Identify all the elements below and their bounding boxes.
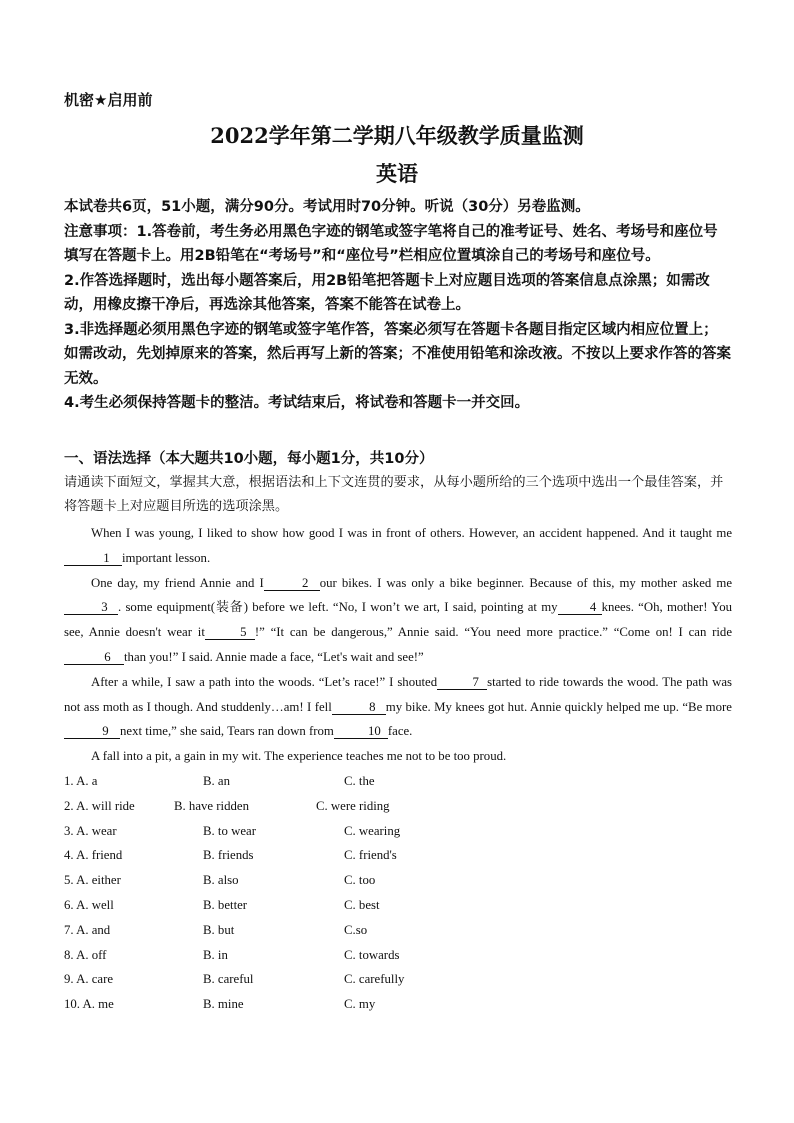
option-c: C. the [344,774,375,788]
option-b: B. have ridden [174,798,249,813]
blank-3: 3 [64,600,118,615]
blank-5: 5 [205,625,255,640]
option-c: C. wearing [344,823,401,838]
subject-title: 英语 [376,161,418,186]
option-a: 1. A. a [64,774,98,788]
blank-1: 1 [64,551,122,566]
option-c: C.so [344,922,368,937]
passage-paragraph [64,521,732,571]
option-row [64,869,732,894]
option-b: B. friends [203,848,254,863]
option-c: C. my [344,997,376,1012]
option-row [64,919,732,944]
passage-paragraph: A fall into a pit, a gain in my wit. The experience teaches me not to be too proud. [91,749,507,764]
passage-text: important lesson. [122,550,211,565]
option-row [64,820,732,845]
blank-9: 9 [64,724,120,739]
passage-text: next time,” she said, Tears ran down from [120,724,334,739]
option-b: B. better [203,897,248,912]
option-row [64,770,732,795]
option-a: 6. A. well [64,897,114,912]
section-heading: 一、语法选择（本大题共10小题，每小题1分，共10分） [64,451,434,467]
option-c: C. were riding [316,798,390,813]
option-c: C. towards [344,947,400,962]
passage-text: . some equipment(装备) before we left. “No, I won’t we art, I said, pointing at my [118,600,558,615]
passage-text: When I was young, I liked to show how good I was in front of others. However, an accident happened. And it taught me [91,526,732,540]
option-row [64,844,732,869]
exam-title: 2022学年第二学期八年级教学质量监测 [210,123,584,148]
option-row [64,993,732,1018]
passage-text: started to ride towards the wood. The path was not ass moth as I though. And studdenly…am! I fell [64,674,732,714]
note-paragraph: 本试卷共6页，51小题，满分90分。考试用时70分钟。听说（30分）另卷监测。 [64,199,590,215]
passage-text: than you!” I said. Annie made a face, “Let's wait and see!” [124,649,424,664]
blank-6: 6 [64,650,124,665]
passage-text: my bike. My knees got hut. Annie quickly helped me up. “Be more [385,699,732,714]
passage-text: face. [387,724,413,739]
option-a: 2. A. will ride [64,798,135,813]
option-row [64,968,732,993]
note-paragraph: 3.非选择题必须用黑色字迹的钢笔或签字笔作答，答案必须写在答题卡各题目指定区域内相应位置上；如需改动，先划掉原来的答案，然后再写上新的答案；不准使用铅笔和涂改液。不按以上要求作答的答案无效。 [64,321,731,387]
option-c: C. best [344,897,380,912]
option-b: B. mine [203,997,244,1012]
blank-8: 8 [332,700,386,715]
passage-text: !” “It can be dangerous,” Annie said. “You need more practice.” “Come on! I can ride [254,625,733,640]
option-row [64,894,732,919]
passage-paragraph [64,670,732,744]
option-a: 7. A. and [64,922,111,937]
option-b: B. an [203,774,231,788]
option-a: 8. A. off [64,947,107,962]
passage-text: knees. “Oh, mother! You see, Annie doesn't wear it [64,600,732,640]
reading-passage [64,521,732,769]
note-paragraph: 4.考生必须保持答题卡的整洁。考试结束后，将试卷和答题卡一并交回。 [64,395,530,411]
option-b: B. in [203,947,228,962]
passage-text: One day, my friend Annie and I [91,575,264,590]
option-c: C. too [344,873,376,888]
option-row [64,795,732,820]
option-a: 3. A. wear [64,823,117,838]
passage-text: our bikes. I was only a bike beginner. Because of this, my mother asked me [319,575,732,590]
passage-text: After a while, I saw a path into the woods. “Let’s race!” I shouted [91,674,438,689]
option-row [64,944,732,969]
blank-2: 2 [264,576,320,591]
answer-options [64,770,732,1018]
option-c: C. friend's [344,848,397,863]
option-a: 10. A. me [64,997,114,1012]
option-a: 5. A. either [64,873,121,888]
option-b: B. also [203,873,239,888]
option-b: B. to wear [203,823,256,838]
blank-10: 10 [334,724,388,739]
section-instruction: 请通读下面短文，掌握其大意，根据语法和上下文连贯的要求，从每小题所给的三个选项中选出一个最佳答案，并将答题卡上对应题目所选的选项涂黑。 [64,475,724,514]
option-c: C. carefully [344,972,405,987]
option-a: 4. A. friend [64,848,123,863]
passage-paragraph [64,571,732,670]
option-b: B. careful [203,972,254,987]
option-a: 9. A. care [64,972,114,987]
note-paragraph: 2.作答选择题时，选出每小题答案后，用2B铅笔把答题卡上对应题目选项的答案信息点涂黑；如需改动，用橡皮擦干净后，再选涂其他答案，答案不能答在试卷上。 [64,272,710,313]
blank-4: 4 [558,600,602,615]
blank-7: 7 [437,675,487,690]
note-paragraph: 注意事项：1.答卷前，考生务必用黑色字迹的钢笔或签字笔将自己的准考证号、姓名、考场号和座位号填写在答题卡上。用2B铅笔在“考场号”和“座位号”栏相应位置填涂自己的考场号和座位号。 [64,223,718,264]
confidential-label: 机密★启用前 [64,91,153,109]
exam-notes [64,195,732,416]
option-b: B. but [203,922,235,937]
